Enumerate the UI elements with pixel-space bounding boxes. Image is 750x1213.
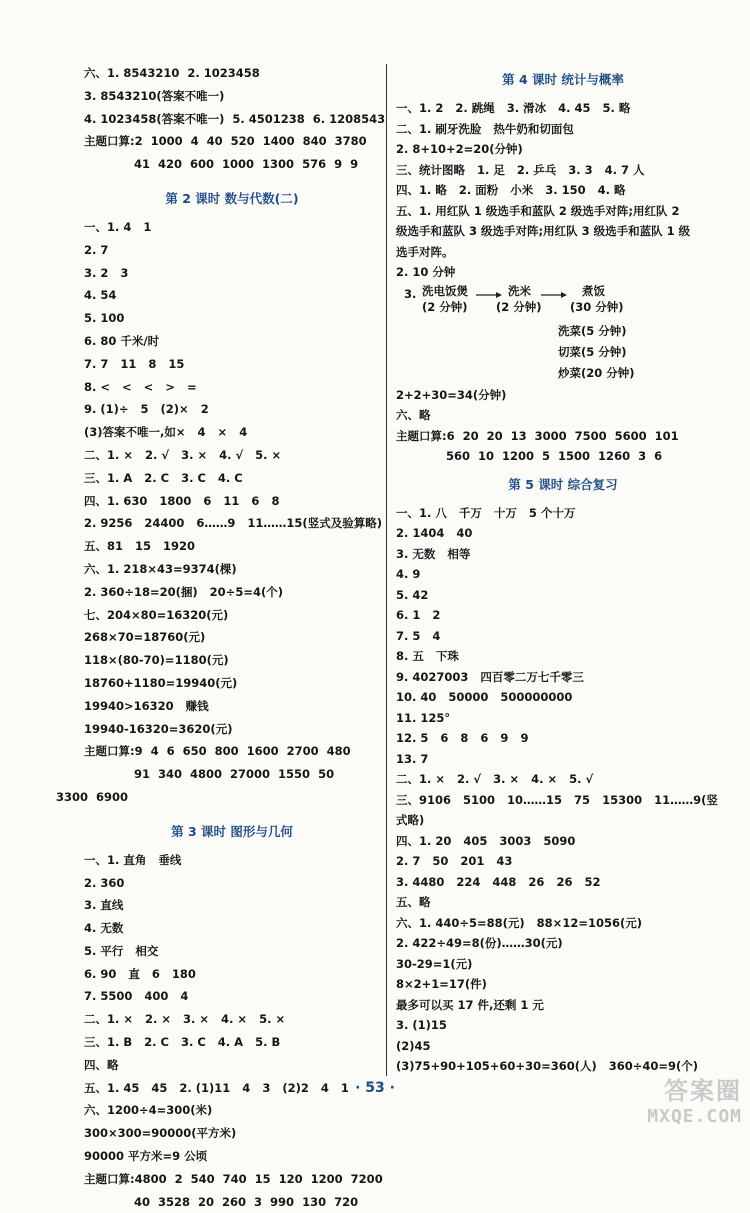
answer-line: 二、1. × 2. √ 3. × 4. √ 5. ×	[84, 447, 282, 462]
answer-line: 7. 5500 400 4	[84, 989, 189, 1004]
node-wash-cooker: 洗电饭煲	[422, 283, 468, 298]
step-wash-veg: 洗菜(5 分钟)	[558, 323, 627, 338]
answer-line: 二、1. × 2. × 3. × 4. × 5. ×	[84, 1012, 286, 1027]
answer-line: 268×70=18760(元)	[84, 630, 206, 645]
answer-line: 6. 1 2	[396, 608, 441, 622]
section-heading: 第 5 课时 综合复习	[508, 476, 618, 492]
answer-line: 11. 125°	[396, 710, 451, 725]
node-cook-rice-time: (30 分钟)	[570, 299, 624, 314]
answer-line: 五、略	[396, 895, 431, 909]
answer-line: 5. 100	[84, 311, 125, 326]
answer-line: 40 3528 20 260 3 990 130 720	[134, 1194, 359, 1209]
answer-line: 六、1. 440÷5=88(元) 88×12=1056(元)	[396, 915, 642, 930]
page-number: · 53 ·	[355, 1080, 395, 1096]
answer-line: 七、204×80=16320(元)	[84, 607, 229, 622]
answer-line: 一、1. 2 2. 跳绳 3. 滑冰 4. 45 5. 略	[396, 101, 631, 115]
answer-line: 主题口算:6 20 20 13 3000 7500 5600 101	[396, 428, 679, 443]
answer-line: 六、1200÷4=300(米)	[84, 1103, 213, 1118]
answer-line: 300×300=90000(平方米)	[84, 1126, 237, 1141]
answer-line: 最多可以买 17 件,还剩 1 元	[396, 997, 544, 1012]
answer-line: (3)答案不唯一,如× 4 × 4	[84, 425, 248, 440]
answer-line: 四、1. 20 405 3003 5090	[396, 833, 576, 848]
answer-line: 90000 平方米=9 公顷	[84, 1149, 208, 1164]
answer-line: 2. 7 50 201 43	[396, 854, 513, 868]
answer-line: 9. (1)÷ 5 (2)× 2	[84, 402, 209, 417]
answer-line: (2)45	[396, 1038, 431, 1053]
answer-line: 5. 42	[396, 587, 429, 602]
answer-line: 19940>16320 赚钱	[84, 698, 209, 713]
answer-line: 六、1. 218×43=9374(棵)	[84, 561, 237, 576]
section-heading: 第 2 课时 数与代数(二)	[165, 190, 299, 206]
answer-line: 41 420 600 1000 1300 576 9 9	[134, 157, 359, 172]
answer-line: 3. 直线	[84, 898, 124, 913]
answer-line: 3300 6900	[56, 789, 129, 804]
node-wash-rice-time: (2 分钟)	[496, 299, 542, 314]
answer-line: 三、1. B 2. C 3. C 4. A 5. B	[84, 1035, 281, 1050]
answer-line: 2. 8+10+2=20(分钟)	[396, 142, 523, 156]
answer-line: 主题口算:4800 2 540 740 15 120 1200 7200	[84, 1171, 383, 1186]
answer-line: 4. 无数	[84, 921, 124, 936]
answer-line: 30-29=1(元)	[396, 956, 473, 971]
answer-line: 式略)	[396, 813, 425, 827]
answer-line: 三、1. A 2. C 3. C 4. C	[84, 470, 243, 485]
answer-line: 8×2+1=17(件)	[396, 977, 487, 991]
watermark-text: 答案圈	[664, 1077, 742, 1105]
answer-line: 6. 90 直 6 180	[84, 966, 196, 981]
answer-line: 118×(80-70)=1180(元)	[84, 653, 229, 668]
answer-line: 三、统计图略 1. 足 2. 乒乓 3. 3 4. 7 人	[396, 162, 645, 177]
answer-line: 六、1. 8543210 2. 1023458	[84, 66, 260, 80]
answer-line: 7. 5 4	[396, 628, 441, 643]
section-heading: 第 4 课时 统计与概率	[502, 72, 624, 87]
answer-line: 二、1. 刷牙洗脸 热牛奶和切面包	[396, 121, 574, 136]
answer-line: 3. 4480 224 448 26 26 52	[396, 874, 601, 889]
answer-line: 4. 54	[84, 288, 117, 303]
answer-line: 级选手和蓝队 3 级选手对阵;用红队 3 级选手和蓝队 1 级	[396, 224, 691, 238]
answer-line: 四、略	[84, 1057, 119, 1072]
answer-line: 三、9106 5100 10……15 75 15300 11……9(竖	[396, 792, 718, 807]
right-column	[396, 62, 730, 1077]
answer-line: 主题口算:9 4 6 650 800 1600 2700 480	[84, 744, 351, 759]
answer-line: 3. 无数 相等	[396, 546, 471, 561]
answer-line: 2. 422÷49=8(份)……30(元)	[396, 936, 563, 950]
answer-line: 4. 9	[396, 567, 421, 581]
answer-line: 2. 1404 40	[396, 526, 473, 540]
answer-line: 12. 5 6 8 6 9 9	[396, 731, 529, 745]
answer-line: 3. 8543210(答案不唯一)	[84, 88, 225, 103]
answer-line: 8. < < < > =	[84, 379, 197, 394]
answer-line: 560 10 1200 5 1500 1260 3 6	[446, 449, 663, 463]
answer-line: 5. 平行 相交	[84, 943, 159, 958]
answer-line: 一、1. 八 千万 十万 5 个十万	[396, 505, 576, 520]
answer-line: 五、1. 用红队 1 级选手和蓝队 2 级选手对阵;用红队 2	[396, 203, 680, 218]
answer-line: 2. 360÷18=20(捆) 20÷5=4(个)	[84, 584, 283, 599]
answer-line: 6. 80 千米/时	[84, 333, 160, 348]
right-bottom-section	[396, 385, 730, 1077]
answer-line: 2. 9256 24400 6……9 11……15(竖式及验算略)	[84, 516, 382, 531]
answer-line: 9. 4027003 四百零二万七千零三	[396, 669, 584, 684]
cooking-flow-diagram	[396, 283, 730, 385]
answer-line: 19940-16320=3620(元)	[84, 721, 233, 736]
answer-line: 91 340 4800 27000 1550 50	[134, 767, 335, 782]
step-fry-veg: 炒菜(20 分钟)	[558, 365, 635, 380]
answer-line: 四、1. 略 2. 面粉 小米 3. 150 4. 略	[396, 183, 626, 197]
watermark-url: MXQE.COM	[647, 1106, 742, 1127]
step-cut-veg: 切菜(5 分钟)	[558, 344, 627, 359]
answer-line: 18760+1180=19940(元)	[84, 675, 238, 690]
section-heading: 第 3 课时 图形与几何	[171, 823, 293, 839]
answer-line: 一、1. 直角 垂线	[84, 852, 182, 867]
node-cook-rice: 煮饭	[582, 283, 605, 298]
answer-line: 2+2+30=34(分钟)	[396, 387, 507, 402]
answer-line: 2. 7	[84, 242, 109, 257]
answer-line: 2. 10 分钟	[396, 265, 456, 279]
answer-line: 13. 7	[396, 751, 429, 766]
answer-line: 4. 1023458(答案不唯一) 5. 4501238 6. 1208543	[84, 111, 386, 126]
answer-line: (3)75+90+105+60+30=360(人) 360÷40=9(个)	[396, 1059, 699, 1073]
node-wash-rice: 洗米	[508, 283, 531, 298]
answer-line: 五、81 15 1920	[84, 539, 196, 554]
answer-line: 一、1. 4 1	[84, 219, 152, 234]
answer-line: 五、1. 45 45 2. (1)11 4 3 (2)2 4 1	[84, 1080, 349, 1095]
right-top-section	[396, 66, 730, 283]
answer-line: 7. 7 11 8 15	[84, 356, 185, 371]
answer-line: 10. 40 50000 500000000	[396, 690, 573, 704]
diagram-label: 3.	[404, 286, 417, 301]
node-wash-cooker-time: (2 分钟)	[422, 299, 468, 314]
answer-line: 六、略	[396, 408, 431, 422]
answer-line: 3. (1)15	[396, 1018, 447, 1032]
left-column	[56, 62, 386, 1213]
answer-line: 二、1. × 2. √ 3. × 4. × 5. √	[396, 772, 594, 786]
answer-line: 3. 2 3	[84, 265, 129, 280]
answer-line: 四、1. 630 1800 6 11 6 8	[84, 493, 280, 508]
watermark-logo	[647, 1071, 742, 1127]
answer-line: 选手对阵。	[396, 244, 454, 259]
answer-line: 主题口算:2 1000 4 40 520 1400 840 3780	[84, 134, 367, 149]
column-divider	[386, 64, 387, 1076]
answer-line: 2. 360	[84, 875, 125, 890]
answer-line: 8. 五 下珠	[396, 649, 459, 663]
